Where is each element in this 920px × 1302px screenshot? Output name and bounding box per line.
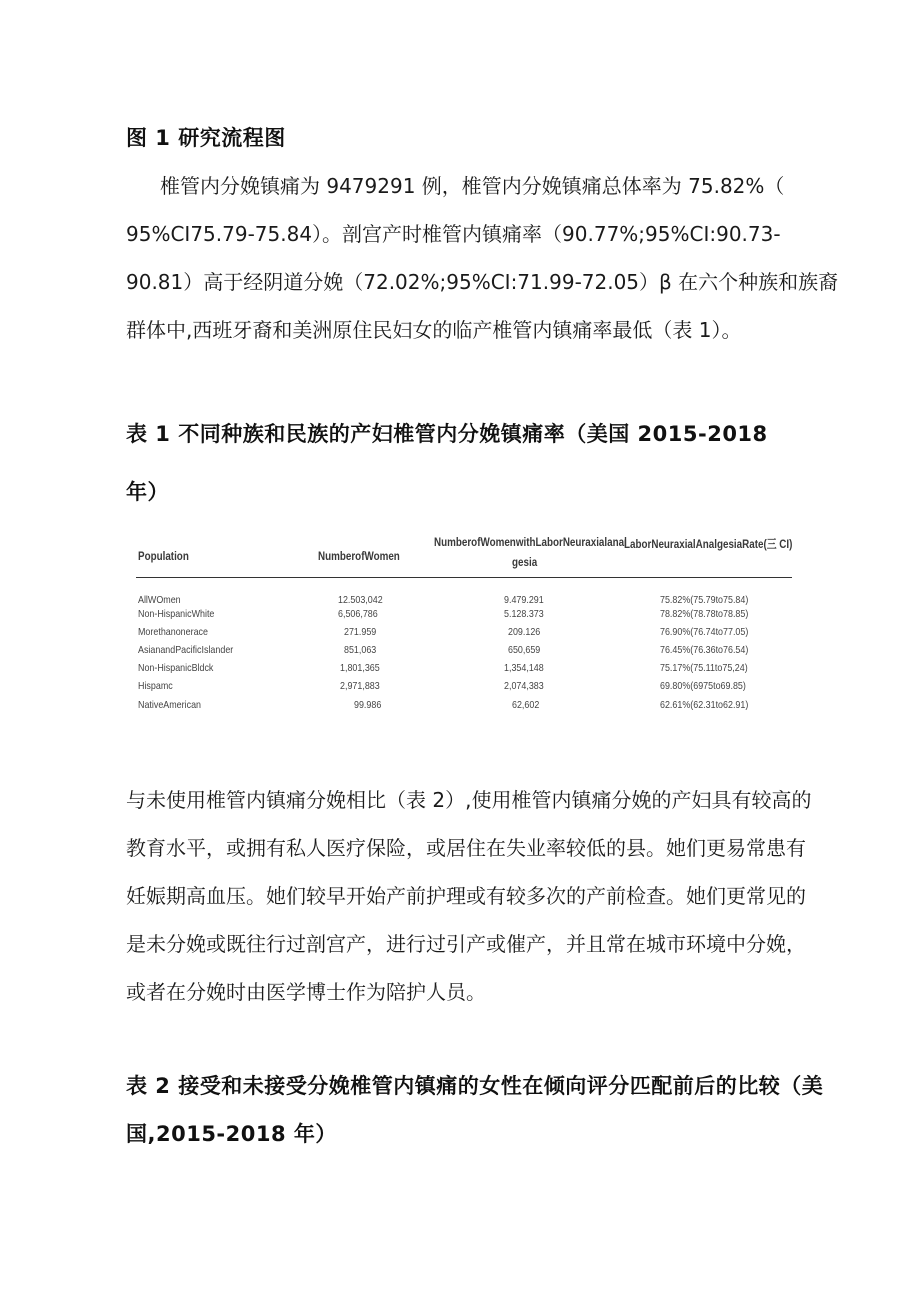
cell-with: 5.128.373 — [504, 608, 544, 620]
cell-population: AllWOmen — [138, 594, 181, 606]
paragraph-line: 或者在分娩时由医学博士作为陪护人员。 — [126, 980, 486, 1004]
cell-women: 12.503,042 — [338, 594, 383, 606]
table2-title-continued: 国,2015-2018 年） — [126, 1122, 337, 1146]
table1 — [136, 528, 796, 718]
cell-with: 650,659 — [508, 644, 541, 656]
paragraph-line: 妊娠期高血压。她们较早开始产前护理或有较多次的产前检查。她们更常见的 — [126, 884, 806, 908]
cell-rate: 62.61%(62.31to62.91) — [660, 699, 749, 711]
cell-population: Morethanonerace — [138, 626, 208, 638]
cell-with: 209.126 — [508, 626, 541, 638]
cell-rate: 78.82%(78.78to78.85) — [660, 608, 749, 620]
paragraph-line: 90.81）高于经阴道分娩（72.02%;95%CI:71.99-72.05）β 在六个种族和族裔 — [126, 270, 839, 294]
cell-with: 9.479.291 — [504, 594, 544, 606]
paragraph-line: 椎管内分娩镇痛为 9479291 例，椎管内分娩镇痛总体率为 75.82%（ — [160, 174, 785, 198]
table1-title-continued: 年） — [126, 480, 169, 504]
paragraph-line: 教育水平，或拥有私人医疗保险，或居住在失业率较低的县。她们更易常患有 — [126, 836, 806, 860]
cell-rate: 75.82%(75.79to75.84) — [660, 594, 749, 606]
cell-rate: 76.90%(76.74to77.05) — [660, 626, 749, 638]
figure-caption: 图 1 研究流程图 — [126, 126, 286, 150]
table-row — [136, 606, 796, 622]
cell-women: 99.986 — [354, 699, 382, 711]
cell-with: 2,074,383 — [504, 680, 544, 692]
cell-rate: 76.45%(76.36to76.54) — [660, 644, 749, 656]
paragraph-line: 是未分娩或既往行过剖宫产，进行过引产或催产，并且常在城市环境中分娩， — [126, 932, 806, 956]
table1-title: 表 1 不同种族和民族的产妇椎管内分娩镇痛率（美国 2015-2018 — [126, 422, 768, 446]
cell-women: 851,063 — [344, 644, 377, 656]
cell-women: 6,506,786 — [338, 608, 378, 620]
cell-with: 62,602 — [512, 699, 540, 711]
cell-rate: 69.80%(6975to69.85) — [660, 680, 746, 692]
cell-population: Non-HispanicBldck — [138, 662, 214, 674]
table-rule — [136, 577, 792, 578]
paragraph-line: 95%CI75.79-75.84）。剖宫产时椎管内镇痛率（90.77%;95%CI:90.73- — [126, 222, 781, 246]
cell-women: 1,801,365 — [340, 662, 380, 674]
cell-population: AsianandPacificIslander — [138, 644, 234, 656]
cell-women: 271.959 — [344, 626, 377, 638]
table-row — [136, 624, 796, 640]
cell-with: 1,354,148 — [504, 662, 544, 674]
table-row — [136, 642, 796, 658]
cell-population: NativeAmerican — [138, 699, 202, 711]
header-number-of-women: NumberofWomen — [318, 549, 400, 563]
table-row — [136, 660, 796, 676]
cell-population: Hispamc — [138, 680, 173, 692]
header-population: Population — [138, 549, 189, 563]
cell-women: 2,971,883 — [340, 680, 380, 692]
paragraph-line: 与未使用椎管内镇痛分娩相比（表 2）,使用椎管内镇痛分娩的产妇具有较高的 — [126, 788, 812, 812]
header-with-analgesia: NumberofWomenwithLaborNeuraxialanal — [434, 535, 627, 549]
table-row — [136, 678, 796, 694]
paragraph-line: 群体中,西班牙裔和美洲原住民妇女的临产椎管内镇痛率最低（表 1）。 — [126, 318, 742, 342]
cell-rate: 75.17%(75.11to75,24) — [660, 662, 748, 674]
table2-title: 表 2 接受和未接受分娩椎管内镇痛的女性在倾向评分匹配前后的比较（美 — [126, 1074, 824, 1098]
cell-population: Non-HispanicWhite — [138, 608, 215, 620]
table-row — [136, 697, 796, 713]
header-rate: LaborNeuraxialAnalgesiaRate(三 CI) — [624, 537, 793, 551]
header-with-analgesia-continued: gesia — [512, 555, 538, 569]
